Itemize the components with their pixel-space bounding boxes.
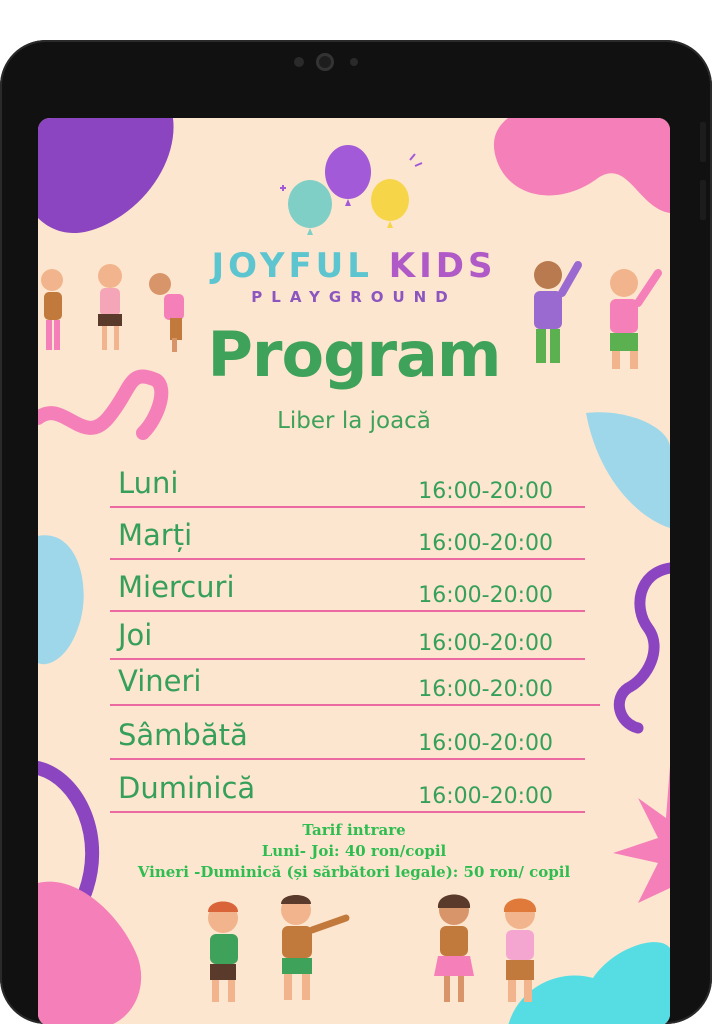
volume-button [700, 180, 706, 220]
balloons-icon [270, 140, 430, 240]
kids-group-bottom-left [178, 888, 358, 1008]
kid-figure [281, 895, 346, 1000]
brand-title [38, 246, 670, 286]
purple-blob-top-left [38, 118, 174, 233]
schedule-row-thursday [110, 608, 585, 660]
poster-screen [38, 118, 670, 1024]
hours-label: 16:00-20:00 [418, 531, 553, 556]
row-divider [110, 704, 600, 706]
row-divider [110, 811, 585, 813]
row-divider [110, 758, 585, 760]
sensor-icon [350, 58, 358, 66]
tarif-weekend: Vineri -Duminică (și sărbători legale): 50 ron/ copil [137, 863, 571, 881]
schedule-row-wednesday [110, 560, 585, 612]
schedule-row-sunday [110, 761, 585, 813]
camera-lens-icon [316, 53, 334, 71]
page-title: Program [207, 318, 501, 391]
hours-label: 16:00-20:00 [418, 731, 553, 756]
day-label: Luni [118, 466, 179, 500]
blue-blob-left [38, 535, 84, 664]
camera-icon [294, 57, 304, 67]
day-label: Vineri [118, 664, 202, 698]
hours-label: 16:00-20:00 [418, 784, 553, 809]
hours-label: 16:00-20:00 [418, 631, 553, 656]
brand-title-kids: KIDS [388, 246, 497, 286]
pink-blob-bottom-left [38, 882, 141, 1024]
schedule-row-saturday [110, 708, 585, 760]
kid-figure [434, 895, 474, 1003]
schedule-row-monday [110, 456, 585, 508]
kids-group-bottom-right [416, 886, 566, 1011]
day-label: Joi [118, 618, 153, 652]
hours-label: 16:00-20:00 [418, 583, 553, 608]
tablet-frame [0, 40, 712, 1024]
purple-squiggle-right [619, 568, 670, 728]
tarif-weekday: Luni- Joi: 40 ron/copil [261, 842, 447, 860]
power-button [700, 122, 706, 162]
tarif-title: Tarif intrare [302, 821, 406, 839]
day-label: Miercuri [118, 570, 235, 604]
pink-blob-top-right [494, 118, 670, 213]
hours-label: 16:00-20:00 [418, 677, 553, 702]
schedule-row-friday [110, 654, 600, 706]
brand-subtitle: PLAYGROUND [251, 288, 457, 306]
kid-figure [504, 899, 536, 1003]
page-subtitle: Liber la joacă [277, 408, 431, 434]
kid-figure [208, 902, 238, 1003]
schedule-row-tuesday [110, 508, 585, 560]
hours-label: 16:00-20:00 [418, 479, 553, 504]
tarif-block [38, 820, 670, 883]
day-label: Marți [118, 518, 193, 552]
day-label: Duminică [118, 771, 256, 805]
brand-title-joyful: JOYFUL [211, 246, 389, 286]
day-label: Sâmbătă [118, 718, 248, 752]
